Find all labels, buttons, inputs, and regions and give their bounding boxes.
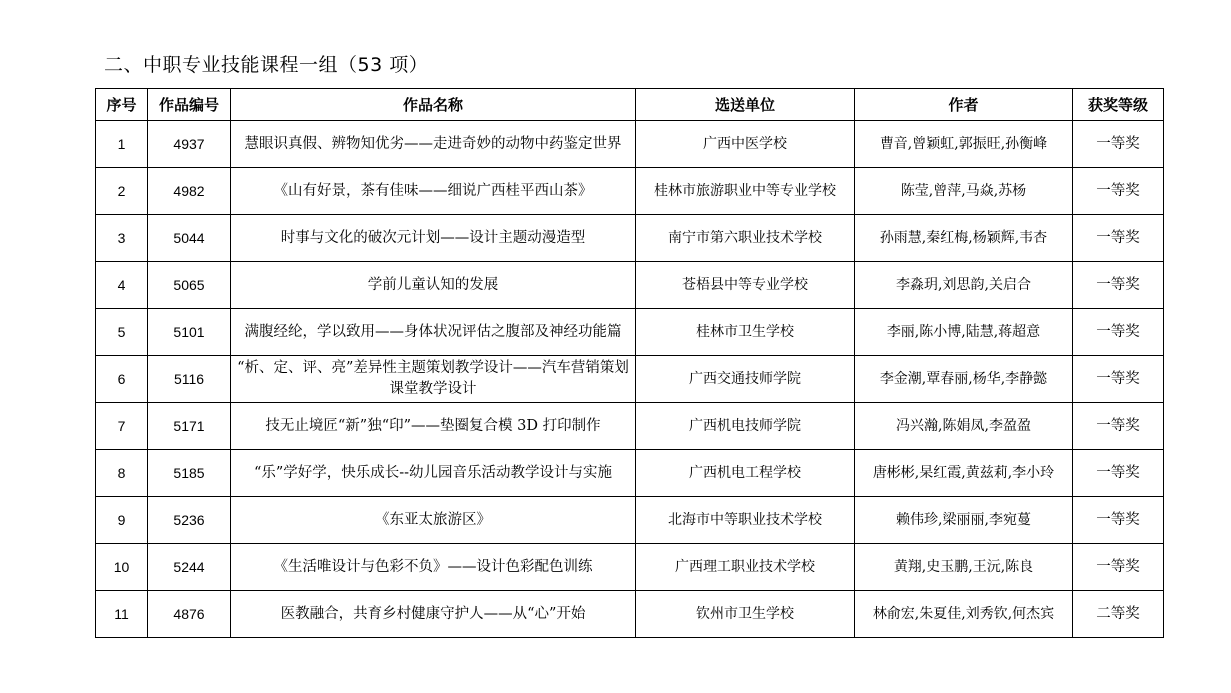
cell-author: 黄翔,史玉鹏,王沅,陈良 (855, 544, 1073, 591)
table-row (96, 450, 1164, 497)
cell-code: 4876 (148, 591, 231, 638)
cell-author: 林俞宏,朱夏佳,刘秀钦,何杰宾 (855, 591, 1073, 638)
table-row (96, 309, 1164, 356)
cell-award: 一等奖 (1073, 168, 1164, 215)
cell-title: 《山有好景，茶有佳味——细说广西桂平西山茶》 (231, 168, 636, 215)
table-row (96, 168, 1164, 215)
cell-title: “析、定、评、亮”差异性主题策划教学设计——汽车营销策划课堂教学设计 (231, 356, 636, 403)
cell-code: 5044 (148, 215, 231, 262)
cell-award: 一等奖 (1073, 544, 1164, 591)
header-author: 作者 (855, 89, 1073, 121)
awards-table (95, 88, 1164, 638)
cell-title: “乐”学好学，快乐成长--幼儿园音乐活动教学设计与实施 (231, 450, 636, 497)
cell-award: 一等奖 (1073, 403, 1164, 450)
cell-title: 医教融合，共育乡村健康守护人——从“心”开始 (231, 591, 636, 638)
cell-seq: 3 (96, 215, 148, 262)
cell-unit: 北海市中等职业技术学校 (636, 497, 855, 544)
cell-unit: 桂林市旅游职业中等专业学校 (636, 168, 855, 215)
cell-title: 时事与文化的破次元计划——设计主题动漫造型 (231, 215, 636, 262)
cell-seq: 11 (96, 591, 148, 638)
cell-title: 慧眼识真假、辨物知优劣——走进奇妙的动物中药鉴定世界 (231, 121, 636, 168)
cell-seq: 5 (96, 309, 148, 356)
table-row (96, 262, 1164, 309)
cell-author: 李金潮,覃春丽,杨华,李静懿 (855, 356, 1073, 403)
cell-author: 李丽,陈小博,陆慧,蒋超意 (855, 309, 1073, 356)
cell-author: 曹音,曾颖虹,郭振旺,孙衡峰 (855, 121, 1073, 168)
cell-seq: 9 (96, 497, 148, 544)
cell-code: 4937 (148, 121, 231, 168)
cell-code: 5116 (148, 356, 231, 403)
cell-unit: 苍梧县中等专业学校 (636, 262, 855, 309)
cell-award: 一等奖 (1073, 309, 1164, 356)
cell-author: 陈莹,曾萍,马焱,苏杨 (855, 168, 1073, 215)
cell-author: 唐彬彬,杲红霞,黄兹莉,李小玲 (855, 450, 1073, 497)
cell-seq: 10 (96, 544, 148, 591)
header-award: 获奖等级 (1073, 89, 1164, 121)
cell-award: 一等奖 (1073, 215, 1164, 262)
cell-title: 满腹经纶，学以致用——身体状况评估之腹部及神经功能篇 (231, 309, 636, 356)
cell-seq: 8 (96, 450, 148, 497)
cell-seq: 4 (96, 262, 148, 309)
header-unit: 选送单位 (636, 89, 855, 121)
header-seq: 序号 (96, 89, 148, 121)
cell-unit: 广西机电技师学院 (636, 403, 855, 450)
cell-seq: 7 (96, 403, 148, 450)
cell-unit: 广西中医学校 (636, 121, 855, 168)
table-header-row (96, 89, 1164, 121)
table-row (96, 591, 1164, 638)
cell-seq: 2 (96, 168, 148, 215)
cell-award: 一等奖 (1073, 262, 1164, 309)
table-row (96, 497, 1164, 544)
cell-code: 5236 (148, 497, 231, 544)
table-row (96, 215, 1164, 262)
cell-seq: 6 (96, 356, 148, 403)
cell-unit: 广西理工职业技术学校 (636, 544, 855, 591)
cell-author: 孙雨慧,秦红梅,杨颖辉,韦杏 (855, 215, 1073, 262)
table-row (96, 544, 1164, 591)
cell-author: 赖伟珍,梁丽丽,李宛蔓 (855, 497, 1073, 544)
cell-award: 二等奖 (1073, 591, 1164, 638)
cell-title: 技无止境匠“新”独“印”——垫圈复合模 3D 打印制作 (231, 403, 636, 450)
cell-unit: 南宁市第六职业技术学校 (636, 215, 855, 262)
cell-unit: 广西交通技师学院 (636, 356, 855, 403)
cell-code: 5101 (148, 309, 231, 356)
cell-unit: 广西机电工程学校 (636, 450, 855, 497)
cell-award: 一等奖 (1073, 450, 1164, 497)
cell-unit: 桂林市卫生学校 (636, 309, 855, 356)
cell-title: 学前儿童认知的发展 (231, 262, 636, 309)
cell-code: 5171 (148, 403, 231, 450)
table-row (96, 121, 1164, 168)
table-row (96, 403, 1164, 450)
cell-code: 5244 (148, 544, 231, 591)
cell-award: 一等奖 (1073, 121, 1164, 168)
cell-seq: 1 (96, 121, 148, 168)
cell-code: 5185 (148, 450, 231, 497)
cell-unit: 钦州市卫生学校 (636, 591, 855, 638)
cell-title: 《东亚太旅游区》 (231, 497, 636, 544)
cell-award: 一等奖 (1073, 497, 1164, 544)
cell-code: 5065 (148, 262, 231, 309)
section-title: 二、中职专业技能课程一组（53 项） (104, 54, 429, 76)
cell-code: 4982 (148, 168, 231, 215)
header-title: 作品名称 (231, 89, 636, 121)
cell-title: 《生活唯设计与色彩不负》——设计色彩配色训练 (231, 544, 636, 591)
cell-author: 冯兴瀚,陈娟凤,李盈盈 (855, 403, 1073, 450)
cell-author: 李淼玥,刘思韵,关启合 (855, 262, 1073, 309)
table-row (96, 356, 1164, 403)
header-code: 作品编号 (148, 89, 231, 121)
cell-award: 一等奖 (1073, 356, 1164, 403)
